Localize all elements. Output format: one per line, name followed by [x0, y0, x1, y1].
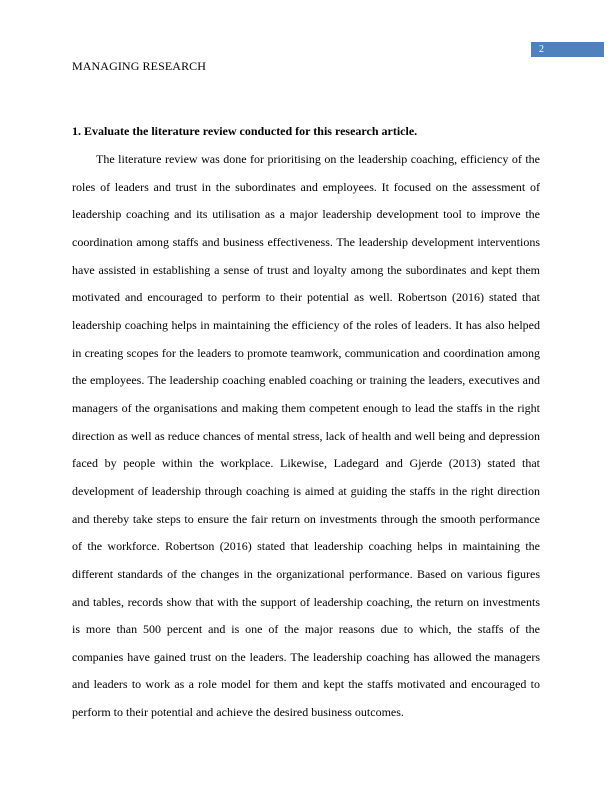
running-head: MANAGING RESEARCH: [72, 59, 207, 73]
document-body: [72, 124, 540, 727]
body-paragraph: The literature review was done for prioritising on the leadership coaching, efficiency of the roles of leaders and trust in the subordinates and employees. It focused on the assessment of leadership coaching and its utilisation as a major leadership development tool to improve the coordination among staffs and business effectiveness. The leadership development interventions have assisted in establishing a sense of trust and loyalty among the subordinates and kept them motivated and encouraged to perform to their potential as well. Robertson (2016) stated that leadership coaching helps in maintaining the efficiency of the roles of leaders. It has also helped in creating scopes for the leaders to promote teamwork, communication and coordination among the employees. The leadership coaching enabled coaching or training the leaders, executives and managers of the organisations and making them competent enough to lead the staffs in the right direction as well as reduce chances of mental stress, lack of health and well being and depression faced by people within the workplace. Likewise, Ladegard and Gjerde (2013) stated that development of leadership through coaching is aimed at guiding the staffs in the right direction and thereby take steps to ensure the fair return on investments through the smooth performance of the workforce. Robertson (2016) stated that leadership coaching helps in maintaining the different standards of the changes in the organizational performance. Based on various figures and tables, records show that with the support of leadership coaching, the return on investments is more than 500 percent and is one of the major reasons due to which, the staffs of the companies have gained trust on the leaders. The leadership coaching has allowed the managers and leaders to work as a role model for them and kept the staffs motivated and encouraged to perform to their potential and achieve the desired business outcomes.: [72, 152, 540, 720]
page-number: 2: [539, 44, 544, 55]
question-heading: 1. Evaluate the literature review conducted for this research article.: [72, 124, 418, 138]
page-number-badge: [531, 42, 604, 57]
